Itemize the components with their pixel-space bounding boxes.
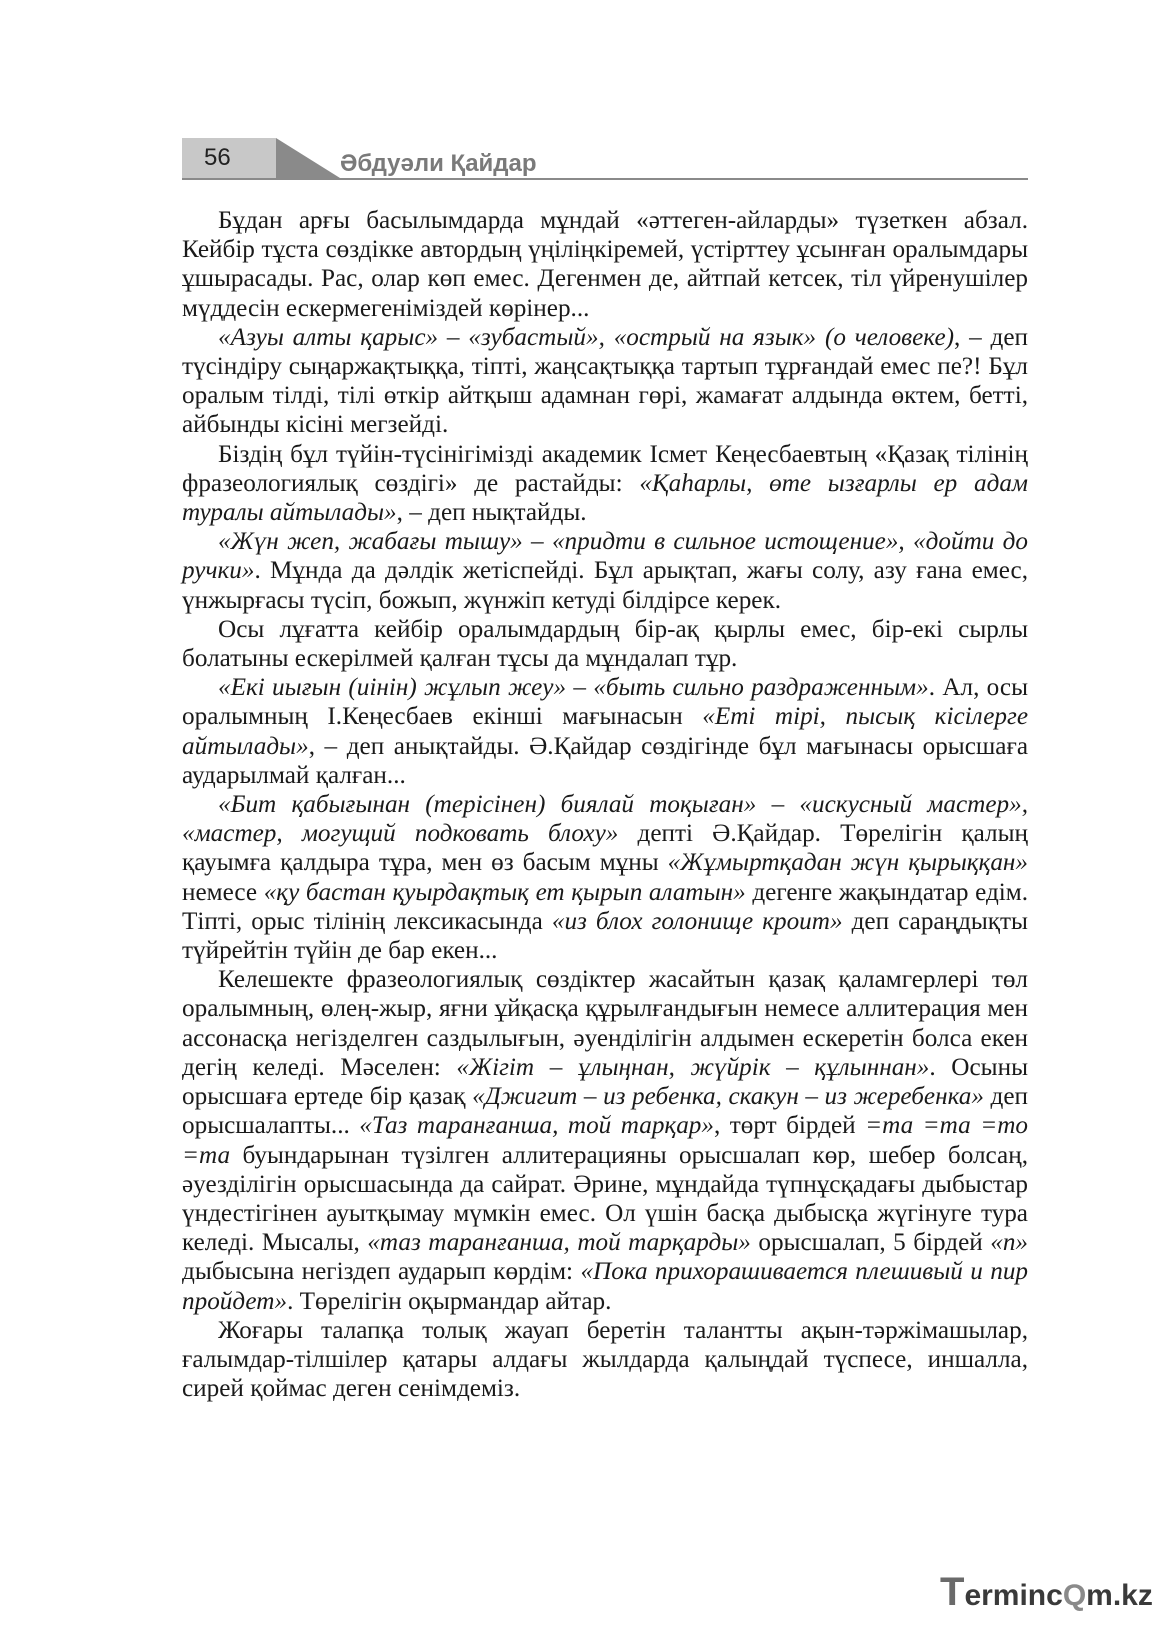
paragraph xyxy=(182,323,1028,440)
italic-run: «қу бастан қуырдақтық ет қырып алатын» xyxy=(263,878,746,906)
page-number-box xyxy=(182,138,276,178)
text-run: . Төрелігін оқырмандар айтар. xyxy=(287,1287,612,1315)
italic-run: «Таз таранғанша, той тарқар» xyxy=(359,1112,714,1140)
italic-run: «Еті тірі, пысық кісілерге айтылады» xyxy=(182,703,1029,760)
italic-run: «Жігіт – ұлыңнан, жүйрік – құлыннан» xyxy=(456,1053,930,1081)
paragraph xyxy=(182,206,1028,323)
italic-run: «Бит қабығынан (терісінен) биялай тоқыған» – «искусный мастер», «мастер, могущий подковать блоху» xyxy=(182,791,1028,848)
paragraph xyxy=(182,615,1028,673)
italic-run: «Пока прихорашивается плешивый и пир пройдет» xyxy=(182,1258,1029,1315)
text-run: . Ал, осы оралымның І.Кеңесбаев екінші мағынасын xyxy=(182,674,1028,731)
watermark-rest: m.kz xyxy=(1086,1579,1153,1612)
text-run: , төрт бірдей xyxy=(713,1112,866,1140)
italic-run: «таз таранғанша, той тарқарды» xyxy=(367,1229,751,1257)
header-decoration xyxy=(276,138,340,178)
page-number: 56 xyxy=(204,144,231,171)
italic-run: «Жүн жеп, жабағы тышу» – «придти в сильное истощение», «дойти до ручки» xyxy=(182,528,1028,585)
italic-run: =та =та =то =та xyxy=(182,1112,1028,1169)
text-run: дыбысына негіздеп аударып көрдім: xyxy=(182,1258,581,1286)
watermark-initial: T xyxy=(940,1570,965,1614)
watermark-logo xyxy=(940,1570,1153,1615)
paragraph xyxy=(182,790,1028,965)
italic-run: «п» xyxy=(990,1229,1028,1257)
italic-run: «Джигит – из ребенка, скакун – из жеребенка» xyxy=(472,1083,984,1111)
paragraph xyxy=(182,527,1028,615)
text-run: . Мұнда да дәлдік жетіспейді. Бұл арықтап, жағы солу, азу ғана емес, үнжырғасы түсіп, божып, жүнжіп кетуді білдірсе керек. xyxy=(182,557,1028,614)
watermark-middle: erminc xyxy=(964,1579,1063,1612)
italic-run: «Жұмыртқадан жүн қырыққан» xyxy=(667,849,1028,877)
paragraph xyxy=(182,673,1028,790)
page-header xyxy=(182,138,1028,188)
text-run: . Осыны орысшаға ертеде бір қазақ xyxy=(182,1053,1028,1111)
watermark-q: Q xyxy=(1062,1579,1087,1612)
text-run: Бұдан арғы басылымдарда мұндай «әттеген-айларды» түзеткен абзал. Кейбір тұста сөздікке автордың үңіліңкіремей, үстірттеу ұсынған оралымдары ұшырасады. Рас, олар көп емес. Дегенмен де, айтпай кетсек, тіл үйренушілер мүддесін ескермегеніміздей көрінер... xyxy=(182,207,1028,322)
text-run: деп орысшалапты... xyxy=(182,1083,1028,1140)
text-run: депті Ә.Қайдар. Төрелігін қалың қауымға қалдыра тұра, мен өз басым мұны xyxy=(182,820,1028,877)
paragraph xyxy=(182,440,1028,528)
italic-run: «Азуы алты қарыс» – «зубастый», «острый на язык» (о человеке) xyxy=(218,323,955,351)
text-run: Жоғары талапқа толық жауап беретін талантты ақын-тәржімашылар, ғалымдар-тілшілер қатары алдағы жылдарда қалыңдай түспесе, иншалла, сирей қоймас деген сенімдеміз. xyxy=(182,1316,1028,1403)
body-text xyxy=(182,206,1028,1403)
text-run: немесе xyxy=(182,878,264,906)
italic-run: «Екі иығын (иінін) жұлып жеу» – «быть сильно раздраженным» xyxy=(218,674,929,702)
text-run: буындарынан түзілген аллитерацияны орысшалап көр, шебер болсаң, әуезділігін орысшасында да сайрат. Әрине, мұндайда түпнұсқадағы дыбыстар үндестігінен ауытқымау мүмкін емес. Ол үшін басқа дыбысқа жүгінуге тура келеді. Мысалы, xyxy=(182,1141,1028,1257)
paragraph xyxy=(182,965,1028,1315)
text-run: деп сараңдықты түйрейтін түйін де бар екен... xyxy=(182,907,1028,965)
text-run: Біздің бұл түйін-түсінігімізді академик Ісмет Кеңесбаевтың «Қазақ тілінің фразеологиялық сөздігі» де растайды: xyxy=(182,440,1028,497)
paragraph xyxy=(182,1316,1028,1404)
text-run: дегенге жақындатар едім. Тіпті, орыс тілінің лексикасында xyxy=(182,878,1028,935)
header-rule xyxy=(182,178,1028,180)
text-run: Келешекте фразеологиялық сөздіктер жасайтын қазақ қаламгерлері төл оралымның, өлең-жыр, яғни ұйқасқа құрылғандығын немесе аллитерация мен ассонасқа негізделген саздылығын, әуенділігін алдымен ескеретін болса екен дегің келеді. Мәселен: xyxy=(182,966,1028,1081)
text-run: , – деп түсіндіру сыңаржақтыққа, тіпті, жаңсақтыққа тартып тұрғандай емес пе?! Бұл оралым тілді, тілі өткір айтқыш адамнан гөрі, жамағат алдында өктем, бетті, айбынды кісіні мегзейді. xyxy=(182,323,1028,439)
author-name: Әбдуәли Қайдар xyxy=(340,150,537,177)
italic-run: «из блох голонище кроит» xyxy=(551,907,843,935)
text-run: , – деп анықтайды. Ә.Қайдар сөздігінде бұл мағынасы орысшаға аударылмай қалған... xyxy=(182,732,1028,789)
italic-run: «Қаһарлы, өте ызғарлы ер адам туралы айтылады» xyxy=(182,469,1029,527)
text-run: орысшалап, 5 бірдей xyxy=(750,1229,991,1257)
text-run: Осы лұғатта кейбір оралымдардың бір-ақ қырлы емес, бір-екі сырлы болатыны ескерілмей қалған тұсы да мұндалап тұр. xyxy=(182,615,1028,673)
text-run: , – деп нықтайды. xyxy=(396,499,587,527)
